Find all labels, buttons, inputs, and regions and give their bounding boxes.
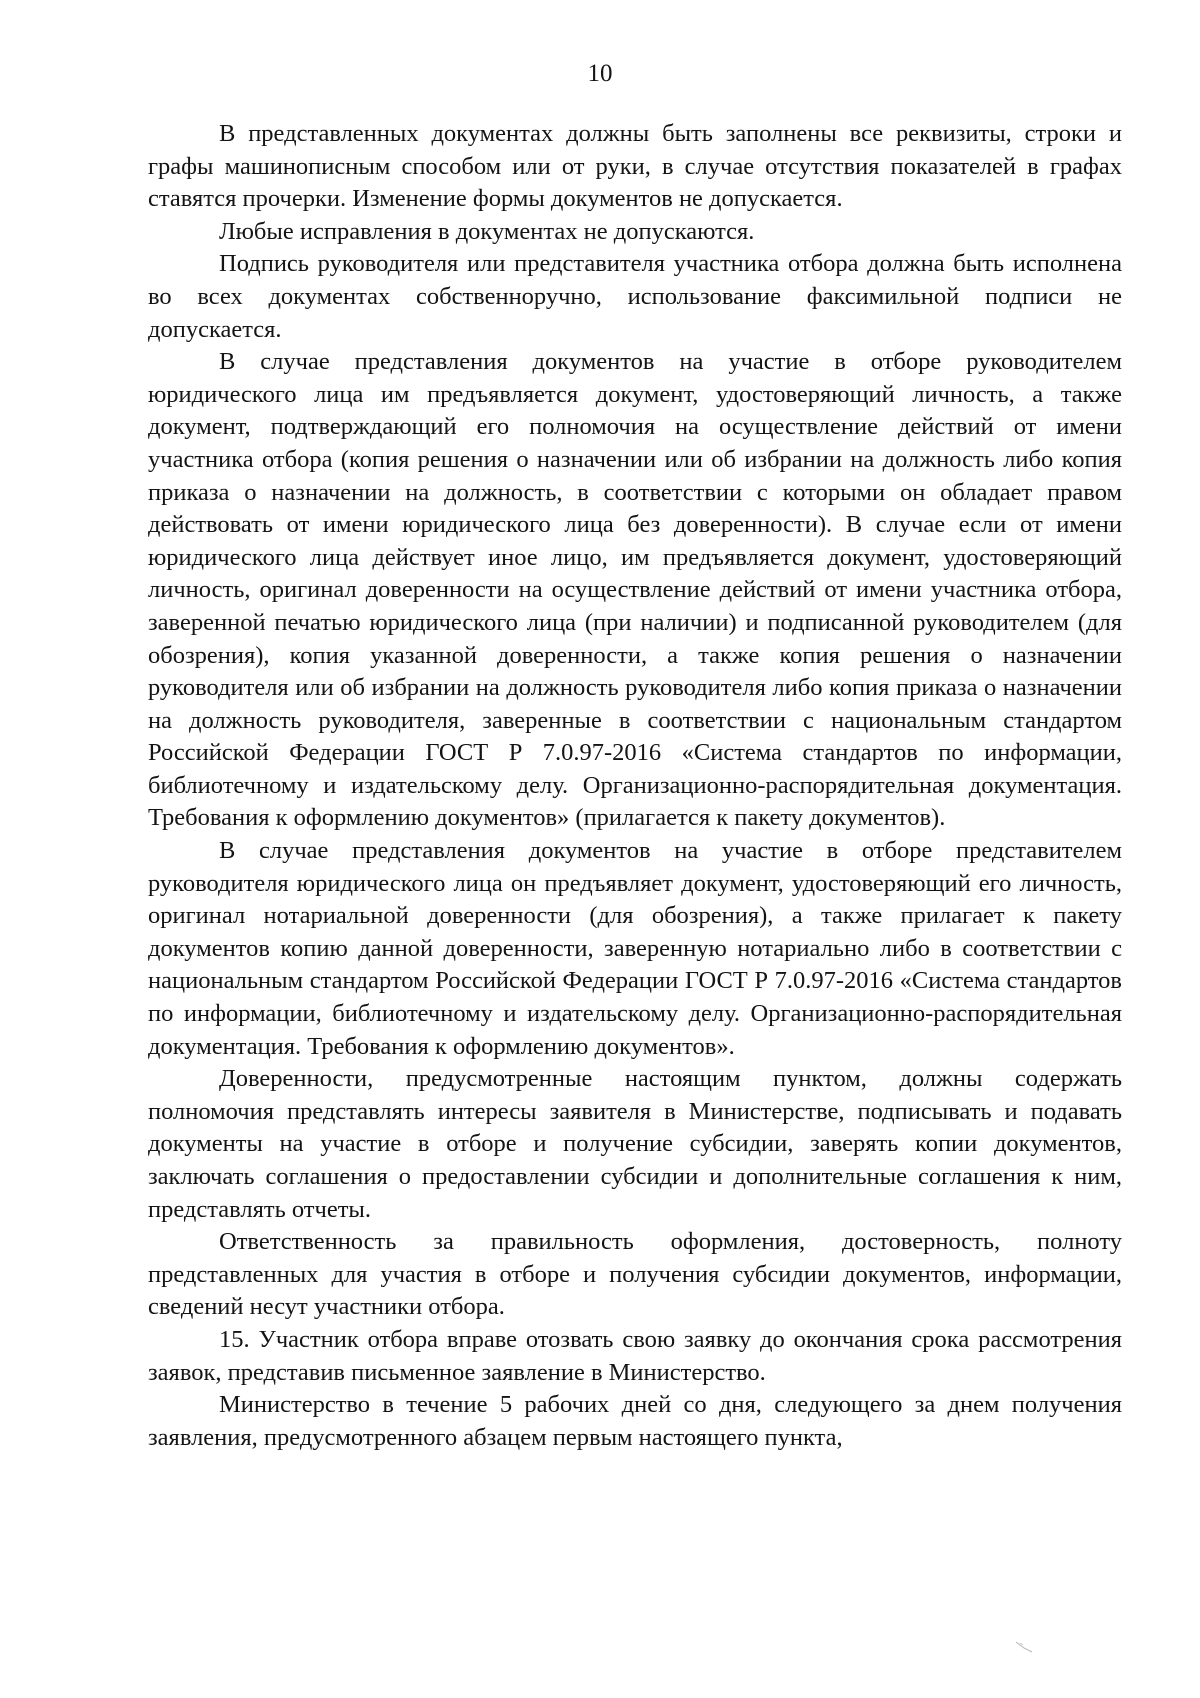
page-number: 10	[587, 60, 613, 87]
paragraph-representative-documents: В случае представления документов на участие в отборе представителем руководителя юридического лица он предъявляет документ, удостоверяющий его личность, оригинал нотариальной доверенности (для обозрения), а также прилагает к пакету документов копию данной доверенности, заверенную нотариально либо в соответствии с национальным стандартом Российской Федерации ГОСТ Р 7.0.97-2016 «Система стандартов по информации, библиотечному и издательскому делу. Организационно-распорядительная документация. Требования к оформлению документов».	[148, 837, 1122, 1060]
paragraph-responsibility: Ответственность за правильность оформления, достоверность, полноту представленных для участия в отборе и получения субсидии документов, информации, сведений несут участники отбора.	[148, 1228, 1122, 1321]
paragraph-head-documents: В случае представления документов на участие в отборе руководителем юридического лица им предъявляется документ, удостоверяющий личность, а также документ, подтверждающий его полномочия на осуществление действий от имени участника отбора (копия решения о назначении или об избрании на должность либо копия приказа о назначении на должность, в соответствии с которыми он обладает правом действовать от имени юридического лица без доверенности). В случае если от имени юридического лица действует иное лицо, им предъявляется документ, удостоверяющий личность, оригинал доверенности на осуществление действий от имени участника отбора, заверенной печатью юридического лица (при наличии) и подписанной руководителем (для обозрения), копия указанной доверенности, а также копия решения о назначении руководителя или об избрании на должность руководителя либо копия приказа о назначении на должность руководителя, заверенные в соответствии с национальным стандартом Российской Федерации ГОСТ Р 7.0.97-2016 «Система стандартов по информации, библиотечному и издательскому делу. Организационно-распорядительная документация. Требования к оформлению документов» (прилагается к пакету документов).	[148, 348, 1122, 832]
paragraph-item-15: 15. Участник отбора вправе отозвать свою заявку до окончания срока рассмотрения заявок, представив письменное заявление в Министерство.	[148, 1325, 1122, 1386]
scan-mark	[1014, 1640, 1036, 1654]
paragraph-requisites: В представленных документах должны быть заполнены все реквизиты, строки и графы машинописным способом или от руки, в случае отсутствия показателей в графах ставятся прочерки. Изменение формы документов не допускается.	[148, 120, 1122, 213]
paragraph-signature: Подпись руководителя или представителя участника отбора должна быть исполнена во всех документах собственноручно, использование факсимильной подписи не допускается.	[148, 250, 1122, 343]
paragraph-powers-of-attorney: Доверенности, предусмотренные настоящим пунктом, должны содержать полномочия представлять интересы заявителя в Министерстве, подписывать и подавать документы на участие в отборе и получение субсидии, заверять копии документов, заключать соглашения о предоставлении субсидии и дополнительные соглашения к ним, представлять отчеты.	[148, 1065, 1122, 1223]
paragraph-ministry-term: Министерство в течение 5 рабочих дней со дня, следующего за днем получения заявления, предусмотренного абзацем первым настоящего пункта,	[148, 1391, 1122, 1451]
paragraph-corrections: Любые исправления в документах не допускаются.	[219, 217, 755, 245]
document-body	[148, 118, 1122, 1454]
